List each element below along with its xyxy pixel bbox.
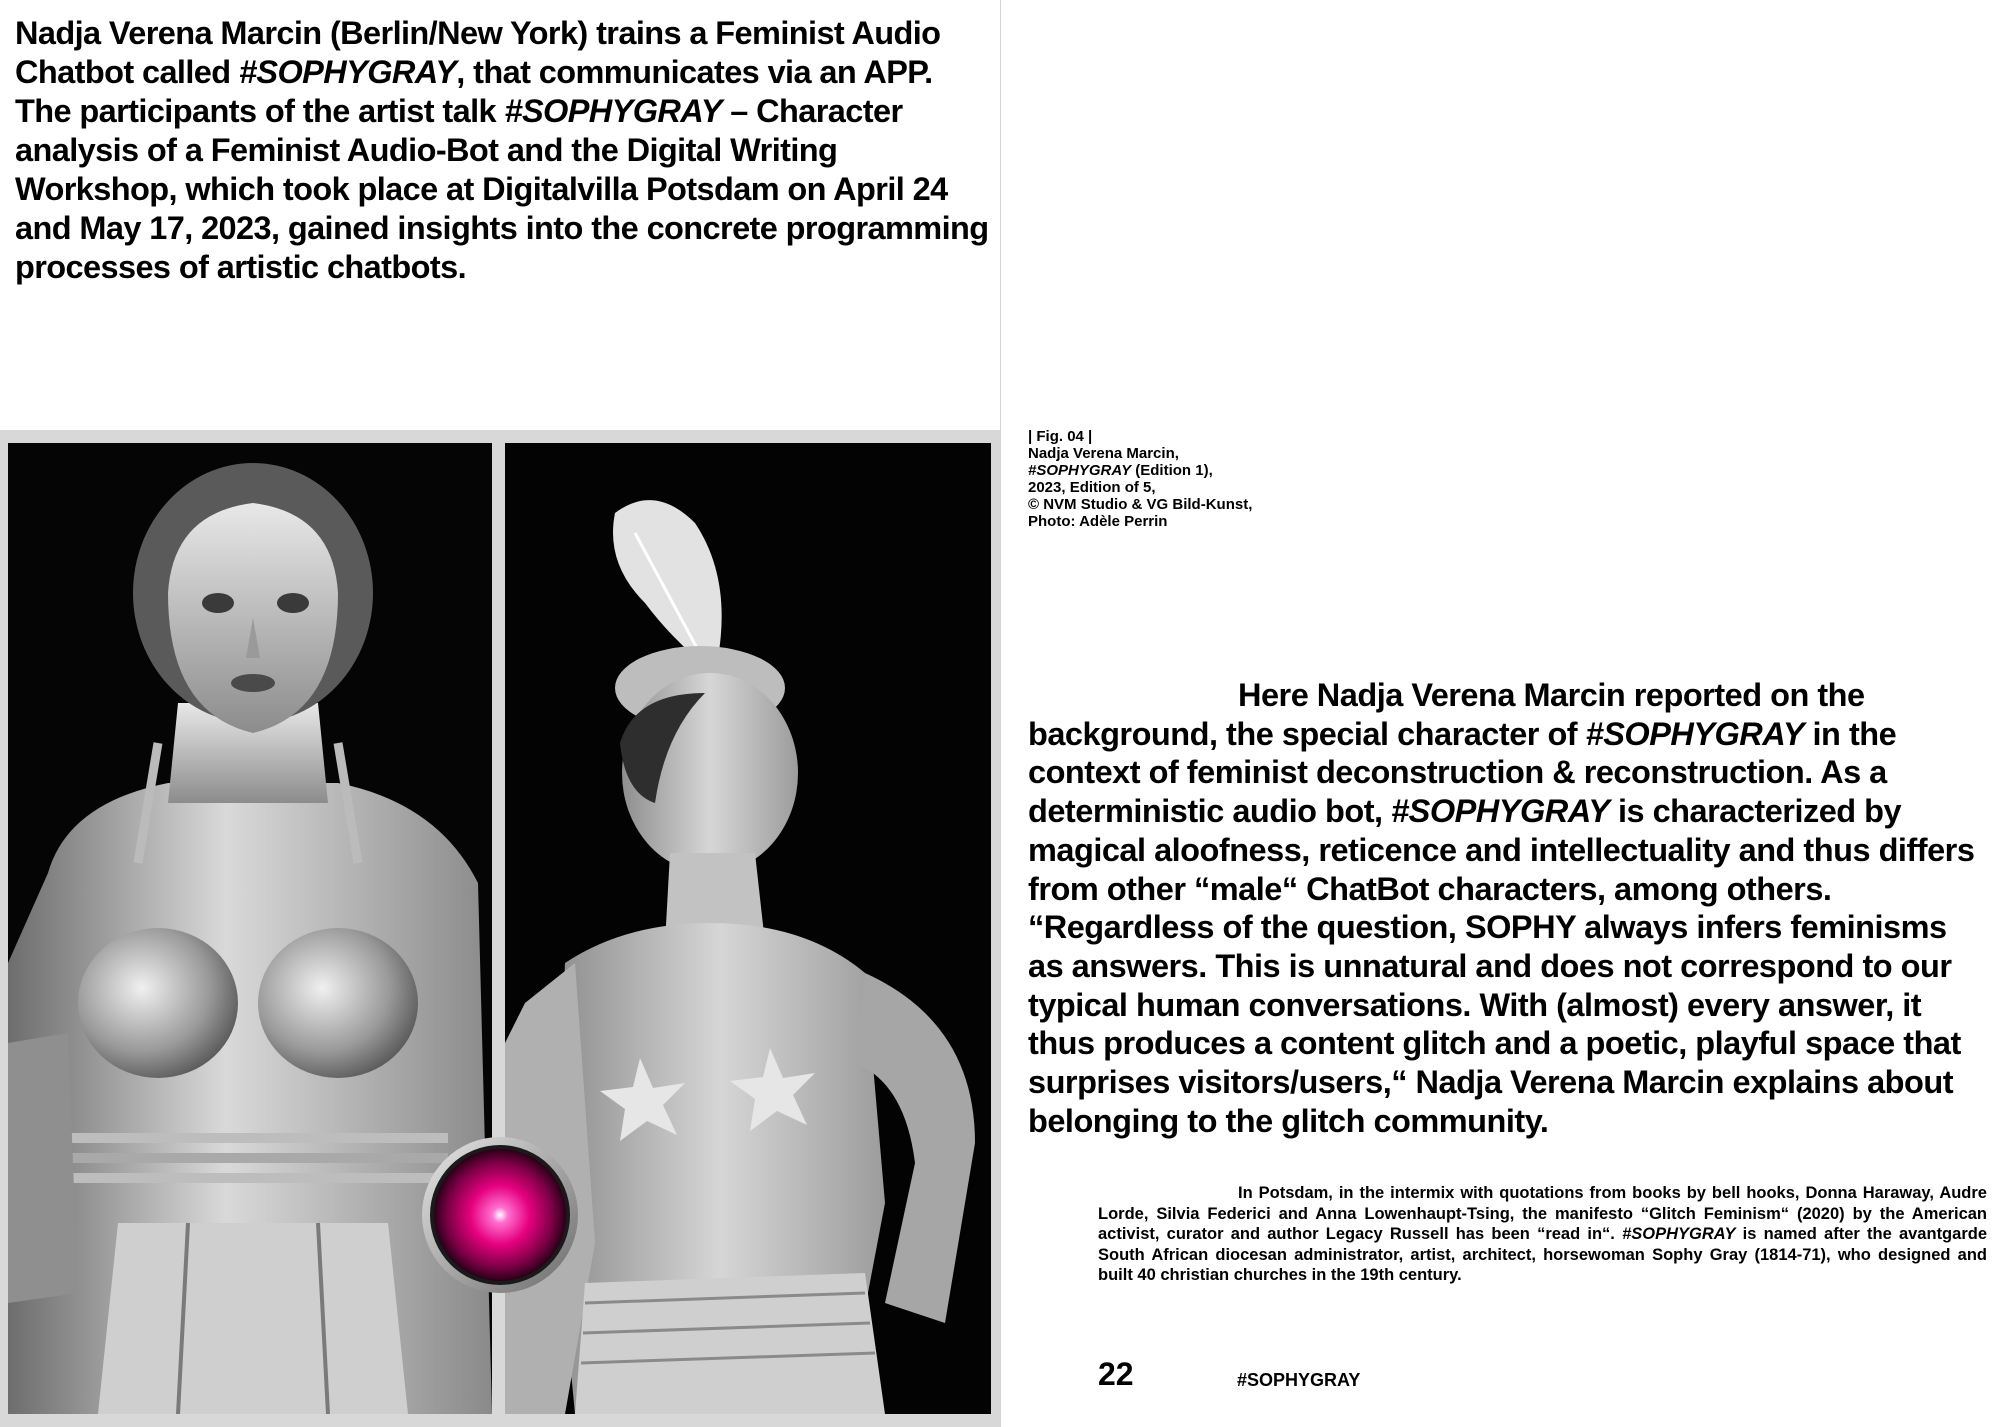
caption-title-hashtag: #SOPHYGRAY [1028, 462, 1132, 479]
intro-text-2: , that communicates via an APP. The participants of the artist talk [15, 54, 933, 129]
body-text-1: In Potsdam, in the intermix with quotations from books by bell hooks, Donna Haraway, Audre Lorde, Silvia Federici and Anna Lowenhaupt-Tsing, the manifesto “Glitch Feminism“ (2020) by the American activist, curator and author Legacy Russell has been “read in“. [1098, 1184, 1987, 1243]
caption-photo-credit: Photo: Adèle Perrin [1028, 513, 1168, 530]
intro-text-1: Nadja Verena Marcin (Berlin/New York) trains a Feminist Audio Chatbot called [15, 15, 941, 90]
chatbot-orb-icon [420, 1135, 580, 1295]
running-title: #SOPHYGRAY [1237, 1370, 1361, 1390]
caption-fig-number: | Fig. 04 | [1028, 428, 1093, 445]
lead-text-1: Here Nadja Verena Marcin reported on the background, the special character of [1028, 677, 1865, 752]
lead-hashtag-2: #SOPHYGRAY [1391, 793, 1610, 830]
intro-hashtag-2: #SOPHYGRAY [504, 93, 722, 129]
caption-year: 2023, Edition of 5, [1028, 479, 1156, 496]
lead-text-2: in the context of feminist deconstruction & reconstruction. As a deterministic audio bot, [1028, 715, 1897, 830]
caption-title [1028, 462, 1328, 479]
photo-panel [0, 430, 1000, 1427]
lead-paragraph [1028, 676, 1990, 1140]
page-number: 22 [1098, 1356, 1134, 1392]
intro-text-3: – Character analysis of a Feminist Audio-Bot and the Digital Writing Workshop, which took place at Digitalvilla Potsdam on April 24 and May 17, 2023, gained insights into the concrete programming processes of artistic chatbots. [15, 93, 989, 285]
intro-paragraph [15, 14, 990, 287]
lead-text-3: is characterized by magical aloofness, reticence and intellectuality and thus differs from other “male“ ChatBot characters, among others. “Regardless of the question, SOPHY always infers feminisms as answers. This is unnatural and does not correspond to our typical human conversations. With (almost) every answer, it thus produces a content glitch and a poetic, playful space that surprises visitors/users,“ Nadja Verena Marcin explains about belonging to the glitch community. [1028, 793, 1975, 1139]
caption-artist: Nadja Verena Marcin, [1028, 445, 1179, 462]
body-text-2: is named after the avantgarde South African diocesan administrator, artist, architect, horsewoman Sophy Gray (1814-71), who designed and built 40 christian churches in the 19th century. [1098, 1225, 1987, 1284]
body-paragraph [1098, 1183, 1987, 1286]
caption-copyright: © NVM Studio & VG Bild-Kunst, [1028, 496, 1253, 513]
caption-title-edition: (Edition 1), [1131, 462, 1213, 479]
intro-hashtag-1: #SOPHYGRAY [238, 54, 457, 90]
figure-caption [1028, 428, 1328, 530]
lead-hashtag-1: #SOPHYGRAY [1585, 715, 1804, 752]
body-hashtag: #SOPHYGRAY [1622, 1225, 1736, 1243]
